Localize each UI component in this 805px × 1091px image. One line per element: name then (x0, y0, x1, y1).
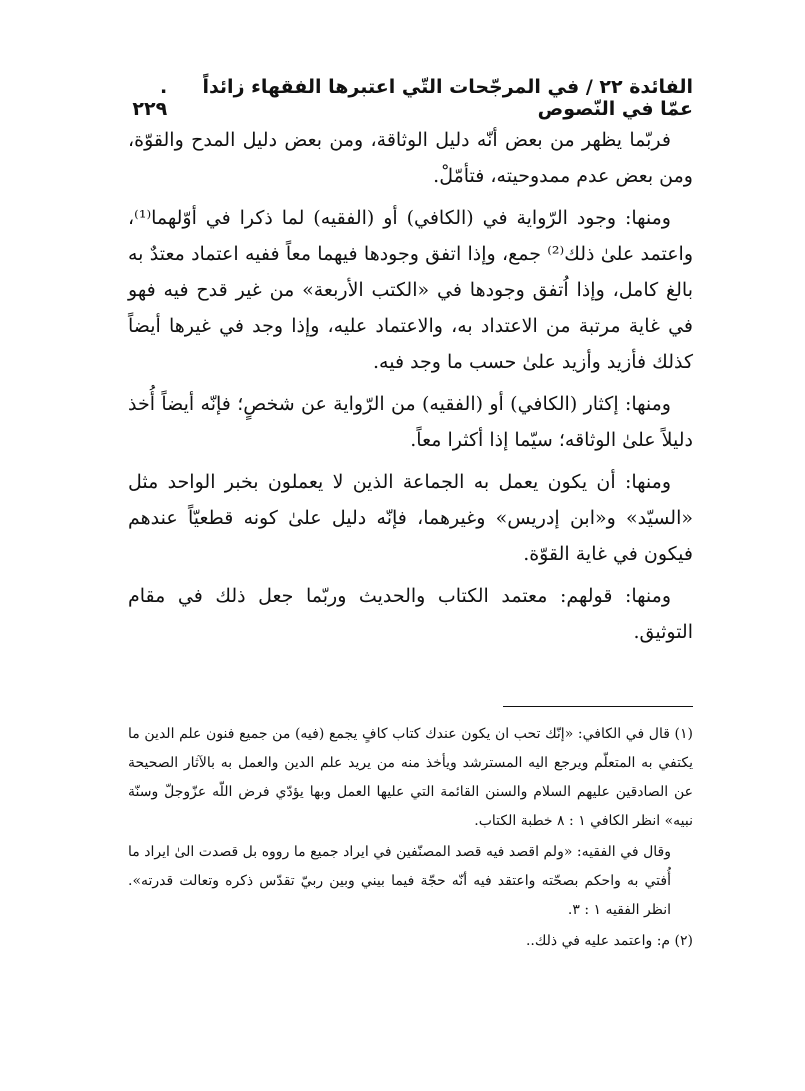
footnote-divider (503, 706, 693, 707)
paragraph: ومنها: وجود الرّواية في (الكافي) أو (الفقيه) لما ذكرا في أوّلهما⁽¹⁾، واعتمد علىٰ ذلك⁽²⁾ جمع، وإذا اتفق وجودها فيهما معاً ففيه اعتماد معتدٌ به بالغ كامل، وإذا اُتفق وجودها في «الكتب الأربعة» من غير قدح فيه فهو في غاية مرتبة من الاعتداد به، والاعتماد عليه، وإذا وجد في غيرها أيضاً كذلك فأزيد وأزيد علىٰ حسب ما وجد فيه. (128, 207, 693, 373)
paragraph: فربّما يظهر من بعض أنّه دليل الوثاقة، ومن بعض دليل المدح والقوّة، ومن بعض عدم ممدوحيته، فتأمّلْ. (128, 129, 693, 187)
paragraph: ومنها: أن يكون يعمل به الجماعة الذين لا يعملون بخبر الواحد مثل «السيّد» و«ابن إدريس» وغيرهما، فإنّه دليل علىٰ كونه قطعيّاً عندهم فيكون في غاية القوّة. (128, 471, 693, 565)
footnote: (٢) م: واعتمد عليه في ذلك.. (525, 933, 693, 949)
main-text (128, 122, 693, 656)
header-title: الفائدة ٢٢ / في المرجّحات التّي اعتبرها الفقهاء زائداً عمّا في النّصوص (202, 76, 693, 120)
footnotes (128, 720, 693, 958)
paragraph: ومنها: قولهم: معتمد الكتاب والحديث وربّما جعل ذلك في مقام التوثيق. (128, 585, 693, 643)
running-header (128, 78, 693, 118)
page-number: . ٢٢٩ (132, 76, 168, 120)
footnote: (١) قال في الكافي: «إنّك تحب ان يكون عندك كتاب كافٍ يجمع (فيه) من جميع فنون علم الدين ما يكتفي به المتعلّم ويرجع اليه المسترشد ويأخذ منه من يريد علم الدين والعمل به بالآثار الصحيحة عن الصادقين عليهم السلام والسنن القائمة التي عليها العمل وبها يؤدّي فرض اللّه عزّوجلّ وسنّة نبيه» انظر الكافي ١ : ٨ خطبة الكتاب. (128, 726, 693, 829)
footnote: وقال في الفقيه: «ولم اقصد فيه قصد المصنّفين في ايراد جميع ما رووه بل قصدت الىٰ ايراد ما أُفتي به واحكم بصحّته واعتقد فيه أنّه حجّة فيما بيني وبين ربيّ تقدّس ذكره وتعالت قدرته». انظر الفقيه ١ : ٣. (128, 844, 671, 918)
paragraph: ومنها: إكثار (الكافي) أو (الفقيه) من الرّواية عن شخصٍ؛ فإنّه أيضاً أُخذ دليلاً علىٰ الوثاقه؛ سيّما إذا أكثرا معاً. (128, 393, 693, 451)
